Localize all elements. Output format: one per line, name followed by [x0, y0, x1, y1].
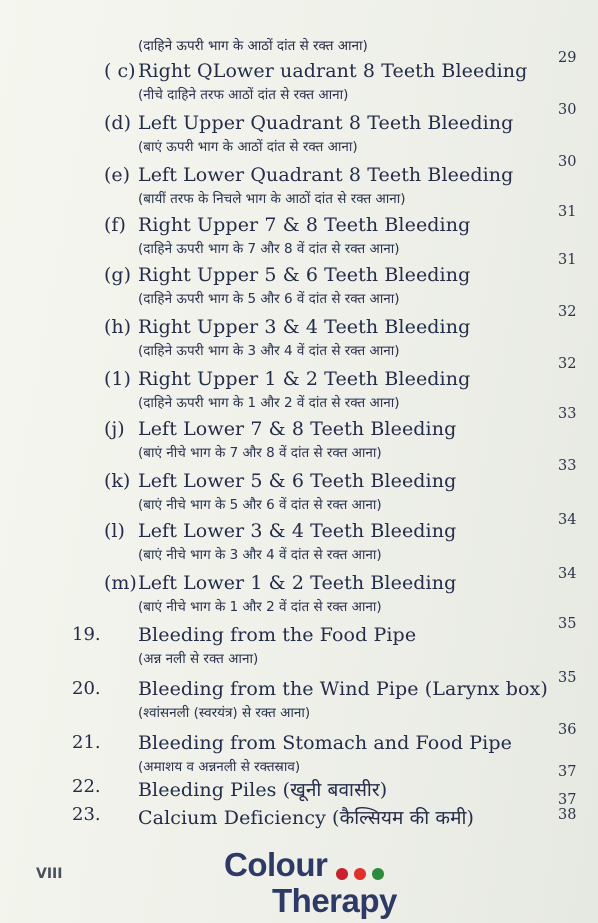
entry-title: Calcium Deficiency (कैल्सियम की कमी) [138, 807, 474, 829]
entry-title: Left Lower 3 & 4 Teeth Bleeding [138, 520, 457, 542]
entry-label: (1) [104, 368, 131, 390]
page-number: 33 [558, 406, 577, 422]
entry-title: Right QLower uadrant 8 Teeth Bleeding [138, 60, 528, 82]
entry-title: Left Lower 5 & 6 Teeth Bleeding [138, 470, 457, 492]
entry-label: (d) [104, 112, 131, 134]
page-number: 32 [558, 356, 577, 372]
toc-entry [0, 204, 598, 266]
toc-entry [0, 566, 598, 624]
entry-label: (l) [104, 520, 125, 542]
entry-label: 22. [72, 776, 101, 797]
toc-entry [0, 406, 598, 470]
entry-label: 23. [72, 804, 101, 825]
page-number: 30 [558, 102, 577, 118]
entry-subtitle: (श्वांसनली (स्वरयंत्र) से रक्त आना) [138, 705, 311, 721]
page-number: 36 [558, 722, 577, 738]
page-number: 35 [558, 670, 577, 686]
entry-title: Right Upper 7 & 8 Teeth Bleeding [138, 214, 471, 236]
entry-title: Right Upper 1 & 2 Teeth Bleeding [138, 368, 471, 390]
entry-subtitle: (बायीं तरफ के निचले भाग के आठों दांत से रक्त आना) [138, 191, 406, 207]
entry-subtitle: (अमाशय व अन्ननली से रक्तस्राव) [138, 759, 301, 775]
folio-roman-numeral: VIII [36, 866, 63, 882]
entry-subtitle: (अन्न नली से रक्त आना) [138, 651, 259, 667]
entry-subtitle: (दाहिने ऊपरी भाग के आठों दांत से रक्त आना) [138, 38, 368, 54]
page-number: 32 [558, 304, 577, 320]
entry-title: Bleeding Piles (खूनी बवासीर) [138, 779, 388, 801]
brand-word-colour: Colour [224, 846, 328, 883]
entry-title: Left Lower 7 & 8 Teeth Bleeding [138, 418, 457, 440]
entry-title: Right Upper 5 & 6 Teeth Bleeding [138, 264, 471, 286]
trailing-page-number-row [0, 797, 598, 849]
toc-entry [0, 458, 598, 522]
toc-entry [0, 670, 598, 730]
entry-label: (k) [104, 470, 131, 492]
entry-subtitle: (बाएं ऊपरी भाग के आठों दांत से रक्त आना) [138, 139, 358, 155]
entry-label: 20. [72, 678, 101, 699]
entry-label: (f) [104, 214, 126, 236]
entry-label: ( c) [104, 60, 136, 82]
entry-subtitle: (बाएं नीचे भाग के 7 और 8 वें दांत से रक्त आना) [138, 445, 382, 461]
entry-label: 19. [72, 624, 101, 645]
entry-label: 21. [72, 732, 101, 753]
entry-label: (h) [104, 316, 132, 338]
page-number: 38 [558, 807, 577, 823]
page-number: 31 [558, 204, 577, 220]
entry-title: Left Upper Quadrant 8 Teeth Bleeding [138, 112, 514, 134]
entry-label: (g) [104, 264, 131, 286]
toc-entry [0, 356, 598, 420]
entry-subtitle: (दाहिने ऊपरी भाग के 1 और 2 वें दांत से रक्त आना) [138, 395, 400, 411]
page-number: 34 [558, 512, 577, 528]
entry-subtitle: (दाहिने ऊपरी भाग के 5 और 6 वें दांत से रक्त आना) [138, 291, 400, 307]
page-number: 29 [558, 50, 577, 66]
page-number: 30 [558, 154, 577, 170]
entry-subtitle: (बाएं नीचे भाग के 1 और 2 वें दांत से रक्त आना) [138, 599, 382, 615]
red-dot-icon [336, 868, 348, 880]
entry-subtitle: (दाहिने ऊपरी भाग के 7 और 8 वें दांत से रक्त आना) [138, 241, 400, 257]
entry-subtitle: (बाएं नीचे भाग के 5 और 6 वें दांत से रक्त आना) [138, 497, 382, 513]
entry-title: Bleeding from Stomach and Food Pipe [138, 732, 512, 754]
entry-label: (j) [104, 418, 125, 440]
brand-word-therapy: Therapy [272, 882, 397, 919]
entry-title: Bleeding from the Wind Pipe (Larynx box) [138, 678, 548, 700]
toc-entry [0, 102, 598, 164]
page-number: 34 [558, 566, 577, 582]
entry-title: Left Lower 1 & 2 Teeth Bleeding [138, 572, 457, 594]
entry-title: Left Lower Quadrant 8 Teeth Bleeding [138, 164, 514, 186]
entry-subtitle: (बाएं नीचे भाग के 3 और 4 वें दांत से रक्त आना) [138, 547, 382, 563]
entry-label: (e) [104, 164, 131, 186]
page-number: 35 [558, 616, 577, 632]
toc-entry [0, 304, 598, 368]
brand-logo [222, 846, 422, 923]
page-number: 33 [558, 458, 577, 474]
entry-title: Right Upper 3 & 4 Teeth Bleeding [138, 316, 471, 338]
page-number: 31 [558, 252, 577, 268]
toc-entry [0, 616, 598, 676]
entry-subtitle: (नीचे दाहिने तरफ आठों दांत से रक्त आना) [138, 87, 349, 103]
entry-label: (m) [104, 572, 137, 594]
page-number: 37 [558, 764, 577, 780]
entry-subtitle: (दाहिने ऊपरी भाग के 3 और 4 वें दांत से रक्त आना) [138, 343, 400, 359]
toc-entry [0, 50, 598, 112]
toc-entry [0, 252, 598, 316]
page-number: 37 [558, 792, 577, 808]
toc-entry [0, 154, 598, 216]
entry-title: Bleeding from the Food Pipe [138, 624, 417, 646]
green-dot-icon [372, 868, 384, 880]
red-dot-icon [354, 868, 366, 880]
toc-entry [0, 512, 598, 572]
